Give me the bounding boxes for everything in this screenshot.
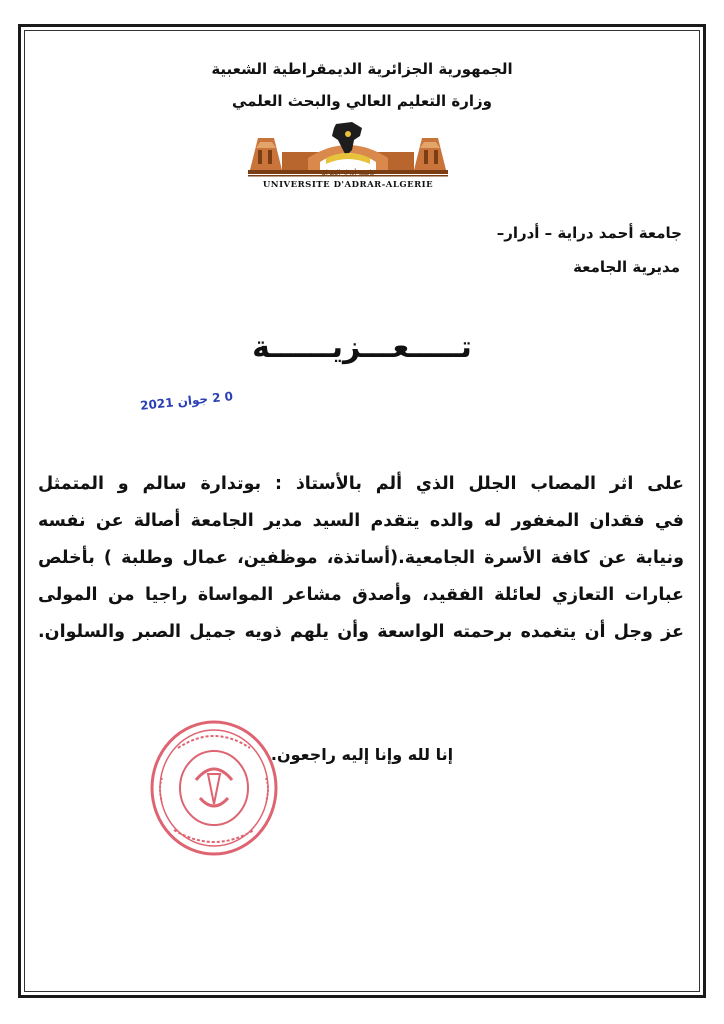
document-title: تـــــعـــزيــــــة [252, 330, 472, 365]
header-ministry: وزارة التعليم العالي والبحث العلمي [231, 92, 493, 110]
body-line: عبارات التعازي لعائلة الفقيد، وأصدق مشاعر المواساة راجيا من المولى [38, 585, 684, 605]
condolence-body [38, 466, 684, 651]
logo-latin-name: UNIVERSITE D'ADRAR-ALGERIE [262, 180, 434, 190]
body-line: عز وجل أن يتغمده برحمته الواسعة وأن يلهم ذويه جميل الصبر والسلوان. [38, 622, 684, 642]
sender-university: جامعة أحمد دراية – أدرار– [496, 224, 682, 242]
body-line: ونيابة عن كافة الأسرة الجامعية.(أساتذة، موظفين، عمال وطلبة ) بأخلص [38, 548, 684, 568]
date-stamp: 0 2 جوان 2021 [139, 389, 234, 413]
closing-phrase: إنا لله وإنا إليه راجعون. [270, 745, 454, 764]
sender-directorate: مديرية الجامعة [573, 258, 680, 276]
body-line: في فقدان المغفور له والده يتقدم السيد مدير الجامعة أصالة عن نفسه [38, 511, 684, 531]
official-seal [148, 718, 280, 858]
logo-arabic-name: جامعة أدرار الجزائر [320, 169, 376, 177]
body-line: على اثر المصاب الجلل الذي ألم بالأستاذ : بوتدارة سالم و المتمثل [38, 474, 684, 494]
header-republic: الجمهورية الجزائرية الديمقراطية الشعبية [211, 60, 513, 78]
